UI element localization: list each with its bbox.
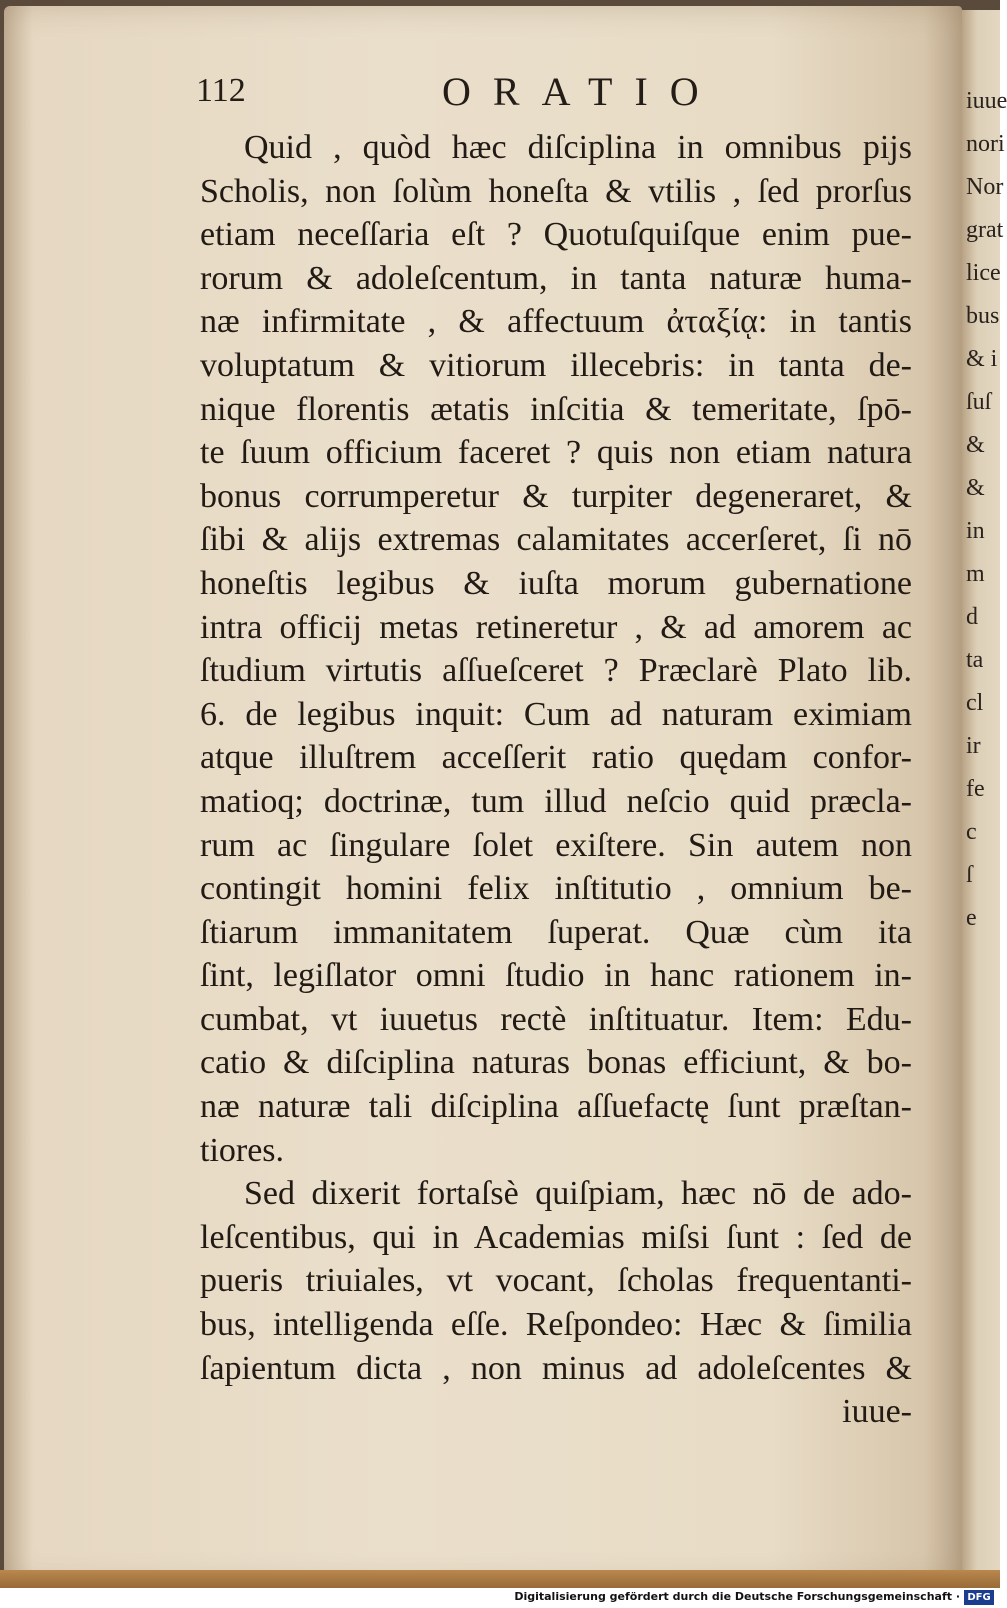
facing-page-fragment: in (966, 518, 985, 544)
text-line: rum ac ſingulare ſolet exiſtere. Sin autem non (200, 826, 912, 864)
page-header (196, 68, 916, 120)
text-line: bonus corrumperetur & turpiter degeneraret, & (200, 477, 912, 515)
text-line: voluptatum & vitiorum illecebris: in tanta de- (200, 346, 912, 384)
text-line: bus, intelligenda eſſe. Reſpondeo: Hæc & ſimilia (200, 1306, 912, 1344)
facing-page-fragment: ta (966, 647, 984, 673)
facing-page-fragment: & (966, 432, 985, 458)
facing-page-fragment: lice (966, 260, 1001, 286)
dfg-logo: DFG (964, 1590, 994, 1605)
facing-page-fragment: e (966, 905, 977, 931)
text-line: honeſtis legibus & iuſta morum gubernatione (200, 564, 912, 602)
body-text (200, 126, 912, 1434)
text-line: Scholis, non ſolùm honeſta & vtilis , ſed prorſus (200, 172, 912, 210)
text-line: contingit homini felix inſtitutio , omnium be- (200, 870, 912, 908)
text-line: 6. de legibus inquit: Cum ad naturam eximiam (200, 695, 912, 733)
text-line: matioq; doctrinæ, tum illud neſcio quid præcla- (200, 782, 912, 820)
facing-page-fragment: nori (966, 131, 1005, 157)
running-title: ORATIO (442, 69, 721, 114)
funding-credit: Digitalisierung gefördert durch die Deutsche Forschungsgemeinschaft · (514, 1590, 960, 1603)
facing-page-fragment: cl (966, 690, 984, 716)
text-line: ſtiarum immanitatem ſuperat. Quæ cùm ita (200, 913, 912, 951)
facing-page-fragment: bus (966, 303, 1000, 329)
text-line: ſtudium virtutis aſſueſceret ? Præclarè Plato lib. (200, 652, 912, 690)
facing-page-edge (962, 10, 1007, 1584)
text-line: Sed dixerit fortaſsè quiſpiam, hæc nō de ado- (244, 1175, 912, 1213)
facing-page-fragment: Nor (966, 174, 1004, 200)
text-line: næ naturæ tali diſciplina aſſuefactę ſunt præſtan- (200, 1088, 912, 1126)
text-line: ſint, legiſlator omni ſtudio in hanc rationem in- (200, 957, 912, 995)
facing-page-fragment: m (966, 561, 985, 587)
text-line: te ſuum officium faceret ? quis non etiam natura (200, 434, 912, 472)
text-line: Quid , quòd hæc diſciplina in omnibus pijs (244, 129, 912, 166)
facing-page-fragment: d (966, 604, 978, 630)
facing-page-fragment: & (966, 475, 985, 501)
text-line: cumbat, vt iuuetus rectè inſtituatur. Item: Edu- (200, 1000, 912, 1038)
text-line: leſcentibus, qui in Academias miſsi ſunt : ſed de (200, 1218, 912, 1256)
facing-page-fragment: & i (966, 346, 998, 372)
facing-page-fragment: fe (966, 776, 985, 802)
catchword: iuue- (842, 1393, 912, 1431)
facing-page-fragment: grat (966, 217, 1004, 243)
footer (0, 1588, 1000, 1608)
text-line: etiam neceſſaria eſt ? Quotuſquiſque enim pue- (200, 216, 912, 254)
facing-page-fragment: iuue (966, 88, 1007, 114)
text-line: pueris triuiales, vt vocant, ſcholas frequentanti- (200, 1262, 912, 1300)
text-line: rorum & adoleſcentum, in tanta naturæ huma- (200, 259, 912, 297)
text-line: nique florentis ætatis inſcitia & temeritate, ſpō- (200, 390, 912, 428)
text-line: tiores. (200, 1131, 285, 1169)
text-line: ſapientum dicta , non minus ad adoleſcentes & (200, 1349, 912, 1387)
facing-page-fragment: c (966, 819, 977, 845)
facing-page-fragment: ſ (966, 862, 973, 888)
text-line: ſibi & alijs extremas calamitates accerſeret, ſi nō (200, 521, 912, 559)
text-line: næ infirmitate , & affectuum ἀταξίᾳ: in tantis (200, 303, 912, 341)
facing-page-fragment: ſuſ (966, 389, 992, 415)
text-line: catio & diſciplina naturas bonas efficiunt, & bo- (200, 1044, 912, 1082)
page-bottom-edge (0, 1570, 1000, 1588)
text-line: atque illuſtrem acceſſerit ratio quędam confor- (200, 739, 912, 777)
text-line: intra officij metas retineretur , & ad amorem ac (200, 608, 912, 646)
facing-page-fragment: ir (966, 733, 981, 759)
page-number: 112 (196, 72, 246, 109)
